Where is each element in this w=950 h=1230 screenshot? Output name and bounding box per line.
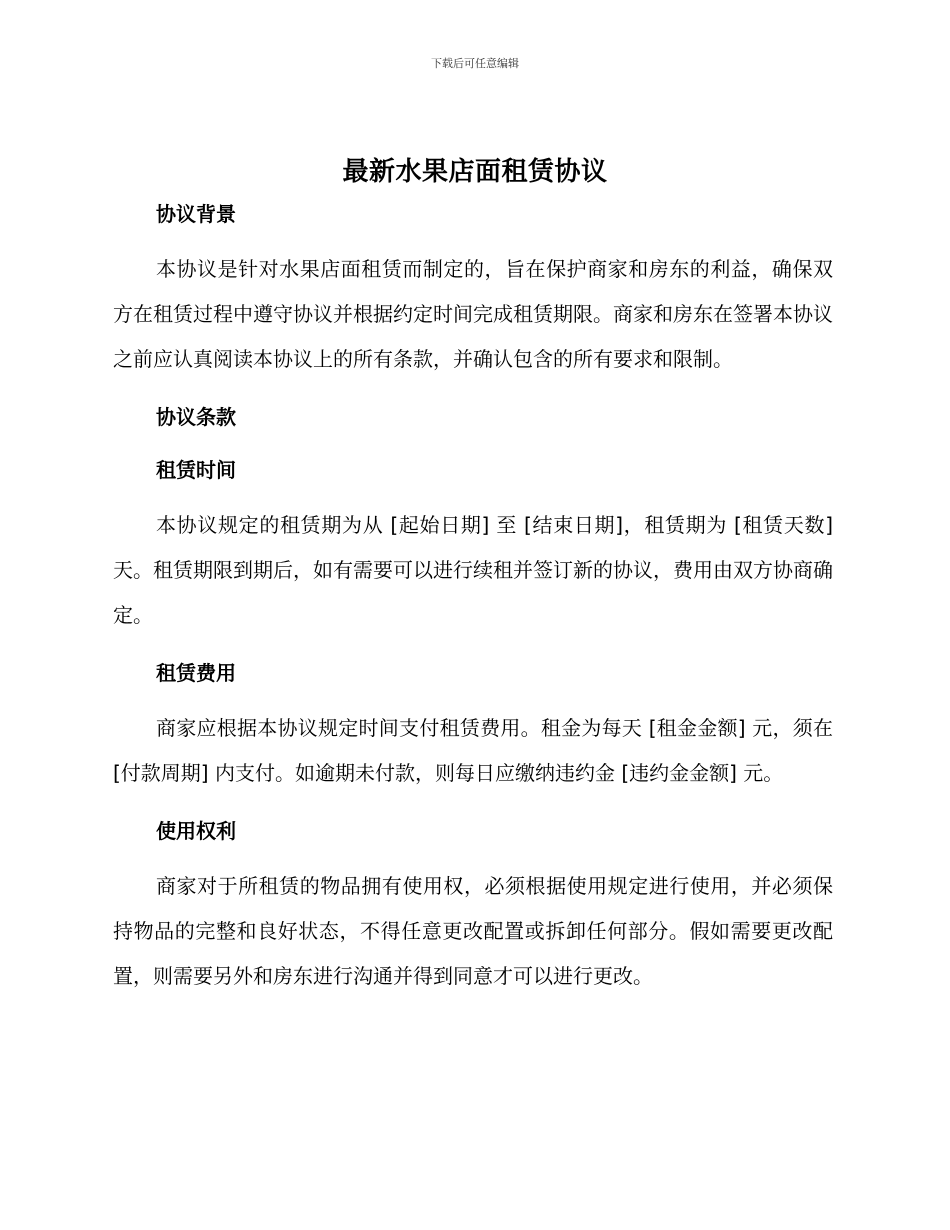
section-heading: 使用权利 [156,819,236,843]
section-heading: 协议条款 [156,405,236,429]
section-heading: 协议背景 [156,202,236,226]
section-paragraph: 商家对于所租赁的物品拥有使用权，必须根据使用规定进行使用，并必须保持物品的完整和良好状态，不得任意更改配置或拆卸任何部分。假如需要更改配置，则需要另外和房东进行沟通并得到同意才可以进行更改。 [113,874,833,988]
section-lease-fee [113,655,833,813]
document-title: 最新水果店面租赁协议 [342,157,608,187]
section-usage-rights [113,813,833,999]
section-terms [113,399,833,452]
section-background [113,196,833,399]
section-paragraph: 本协议是针对水果店面租赁而制定的，旨在保护商家和房东的利益，确保双方在租赁过程中遵守协议并根据约定时间完成租赁期限。商家和房东在签署本协议之前应认真阅读本协议上的所有条款，并确认包含的所有要求和限制。 [113,257,833,371]
section-paragraph: 商家应根据本协议规定时间支付租赁费用。租金为每天 [租金金额] 元，须在 [付款周期] 内支付。如逾期未付款，则每日应缴纳违约金 [违约金金额] 元。 [113,716,833,785]
section-heading: 租赁时间 [156,458,236,482]
section-heading: 租赁费用 [156,661,236,685]
section-paragraph: 本协议规定的租赁期为从 [起始日期] 至 [结束日期]，租赁期为 [租赁天数] 天。租赁期限到期后，如有需要可以进行续租并签订新的协议，费用由双方协商确定。 [113,513,833,627]
document-body [113,196,833,999]
section-lease-period [113,452,833,655]
header-note: 下载后可任意编辑 [431,57,519,70]
